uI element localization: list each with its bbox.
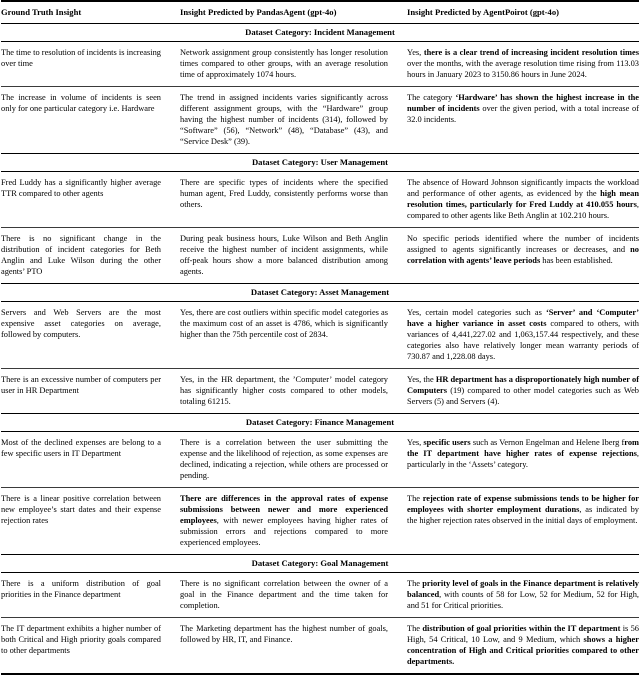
- insight-text-bold: rejection rate of expense submissions tends to be higher for employees with shorter employment durations: [407, 494, 639, 514]
- category-band: Dataset Category: User Management: [1, 153, 639, 172]
- table-row: [1, 86, 639, 153]
- insight-text: Yes, there are cost outliers within specific model categories as the maximum cost of an asset is 4786, which is significantly higher than the 75th percentile cost of 2834.: [180, 308, 388, 339]
- insight-text: Fred Luddy has a significantly higher average TTR compared to other agents: [1, 178, 161, 198]
- insight-text: The: [407, 624, 423, 633]
- insight-text: The IT department exhibits a higher number of both Critical and High priority goals compared to other departments: [1, 624, 161, 655]
- cell-agent-poirot: [407, 47, 639, 80]
- cell-agent-poirot: [407, 307, 639, 362]
- insight-text: The increase in volume of incidents is seen only for one particular category i.e. Hardware: [1, 93, 161, 113]
- insight-text: The: [407, 579, 423, 588]
- table-row: [1, 227, 639, 283]
- insight-text: The: [407, 494, 423, 503]
- cell-ground-truth: [1, 493, 161, 548]
- table-row: [1, 487, 639, 554]
- cell-ground-truth: [1, 177, 161, 221]
- cell-pandas-agent: [180, 493, 388, 548]
- table-row: [1, 42, 639, 86]
- insight-text: compared to others, with variances of 4,441,227.02 and 1,063,157.44 respectively, and these categories also have relatively longer mean warranty periods of 730.87 and 1,228.08 days.: [407, 319, 639, 361]
- insight-text: has been established.: [540, 256, 613, 265]
- insight-text: over the months, with the average resolution time rising from 113.03 hours in January 2023 to 3150.86 hours in June 2024.: [407, 59, 639, 79]
- table-row: [1, 617, 639, 673]
- cell-pandas-agent: [180, 437, 388, 481]
- insight-text-bold: priority level of goals in the Finance department is relatively balanced: [407, 579, 639, 599]
- cell-agent-poirot: [407, 92, 639, 147]
- insight-text: Yes,: [407, 438, 424, 447]
- insight-text: Yes,: [407, 48, 424, 57]
- column-header-ground-truth: Ground Truth Insight: [1, 7, 82, 17]
- insight-text: There is a correlation between the user submitting the expense and the likelihood of rejection, as some expenses are declined, indicating a rejection, while others are processed or pending.: [180, 438, 388, 480]
- insight-text: is 56 High, 54 Critical, 10 Low, and 9 Medium, which: [407, 624, 639, 644]
- insight-text: Yes, the: [407, 375, 436, 384]
- table-row: [1, 573, 639, 617]
- insight-text: The trend in assigned incidents varies significantly across different assignment groups, with the “Hardware” group having the highest number of incidents (314), followed by “Software” (56), “Network” (48), “Database” (43), and “Service Desk” (39).: [180, 93, 388, 146]
- insight-text: such as Vernon Engelman and Helene Iberg f: [470, 438, 625, 447]
- cell-agent-poirot: [407, 233, 639, 277]
- column-header-agentpoirot: Insight Predicted by AgentPoirot (gpt-4o): [407, 7, 559, 17]
- insight-text: Servers and Web Servers are the most expensive asset categories on average, followed by computers.: [1, 308, 161, 339]
- cell-ground-truth: [1, 307, 161, 362]
- table-row: [1, 302, 639, 368]
- insight-text: There is a linear positive correlation between new employee’s start dates and their expense rejection rates: [1, 494, 161, 525]
- cell-pandas-agent: [180, 578, 388, 611]
- cell-pandas-agent: [180, 92, 388, 147]
- cell-agent-poirot: [407, 578, 639, 611]
- insight-text: Most of the declined expenses are belong to a few specific users in IT Department: [1, 438, 161, 458]
- insight-text: , with counts of 58 for Low, 52 for Medium, 52 for High, and 51 for Critical priorities.: [407, 590, 639, 610]
- cell-pandas-agent: [180, 177, 388, 221]
- category-band: Dataset Category: Finance Management: [1, 413, 639, 432]
- cell-pandas-agent: [180, 47, 388, 80]
- insight-text: The time to resolution of incidents is increasing over time: [1, 48, 161, 68]
- insight-text-bold: HR department has a disproportionately high number of Computers: [407, 375, 639, 395]
- insight-text-bold: There are differences in the approval rates of expense submissions between newer and more experienced employees: [180, 494, 388, 525]
- cell-ground-truth: [1, 374, 161, 407]
- cell-ground-truth: [1, 233, 161, 277]
- insight-text: Yes, in the HR department, the ’Computer’ model category has significantly higher costs compared to other models, totaling 61215.: [180, 375, 388, 406]
- insight-text-bold: rom the IT department have higher rates of expense rejections: [407, 438, 639, 458]
- cell-pandas-agent: [180, 623, 388, 667]
- table-row: [1, 368, 639, 413]
- cell-pandas-agent: [180, 307, 388, 362]
- cell-agent-poirot: [407, 437, 639, 481]
- insight-text: The category: [407, 93, 456, 102]
- cell-agent-poirot: [407, 177, 639, 221]
- cell-agent-poirot: [407, 374, 639, 407]
- insight-text: There is no significant correlation between the owner of a goal in the Finance department and the time taken for completion.: [180, 579, 388, 610]
- cell-ground-truth: [1, 578, 161, 611]
- insight-text-bold: there is a clear trend of increasing incident resolution times: [423, 48, 640, 57]
- insight-text: (19) compared to other model categories such as Web Servers (5) and Servers (4).: [407, 386, 639, 406]
- insight-text-bold: ‘Hardware’ has shown the highest increase in the number of incidents: [407, 93, 639, 113]
- insight-text: There is an excessive number of computers per user in HR Department: [1, 375, 161, 395]
- insight-text: There are specific types of incidents where the specified human agent, Fred Luddy, consistently performs worse than others.: [180, 178, 388, 209]
- cell-ground-truth: [1, 437, 161, 481]
- insight-text: , as indicated by the higher rejection rates observed in the initial days of employment.: [407, 505, 639, 525]
- table-row: [1, 172, 639, 227]
- table-header-row: [1, 2, 639, 24]
- insight-text: , with newer employees having higher rates of submission errors and rejections compared to more experienced employees.: [180, 516, 388, 547]
- insight-text-bold: shows a higher concentration of High and Critical priorities compared to other departments.: [407, 635, 639, 666]
- category-band: Dataset Category: Goal Management: [1, 554, 639, 573]
- insight-text-bold: specific users: [423, 438, 471, 447]
- cell-pandas-agent: [180, 374, 388, 407]
- insight-text-bold: no correlation with agents’ leave periods: [407, 245, 639, 265]
- insight-text: No specific periods identified where the number of incidents assigned to agents significantly increases or decreases, and: [407, 234, 639, 254]
- cell-agent-poirot: [407, 493, 639, 548]
- table-body: [1, 24, 639, 673]
- insight-text: over the given period, with a total increase of 32.0 incidents.: [407, 104, 639, 124]
- insight-text: Network assignment group consistently has longer resolution times compared to other groups, with an average resolution time of approximately 1074 hours.: [180, 48, 388, 79]
- cell-pandas-agent: [180, 233, 388, 277]
- insight-text: There is a uniform distribution of goal priorities in the Finance department: [1, 579, 161, 599]
- column-header-pandasagent: Insight Predicted by PandasAgent (gpt-4o): [180, 7, 337, 17]
- category-band: Dataset Category: Incident Management: [1, 24, 639, 42]
- insight-text: There is no significant change in the distribution of incident categories for Beth Anglin and Luke Wilson during the other agents’ PTO: [1, 234, 161, 276]
- table-row: [1, 432, 639, 487]
- category-band: Dataset Category: Asset Management: [1, 283, 639, 302]
- insight-text: The Marketing department has the highest number of goals, followed by HR, IT, and Finance.: [180, 624, 388, 644]
- insight-text-bold: distribution of goal priorities within the IT department: [422, 624, 621, 633]
- cell-ground-truth: [1, 92, 161, 147]
- insight-text: During peak business hours, Luke Wilson and Beth Anglin receive the highest number of incident assignments, while off-peak hours show a more balanced distribution among agents.: [180, 234, 388, 276]
- insight-text: , particularly in the ‘Assets’ category.: [407, 449, 639, 469]
- insight-text: , compared to other agents like Beth Anglin at 102.210 hours.: [407, 200, 639, 220]
- insight-text: The absence of Howard Johnson significantly impacts the workload and performance of other agents, as evidenced by the: [407, 178, 639, 198]
- insight-text: Yes, certain model categories such as: [407, 308, 546, 317]
- insight-text-bold: ‘Server’ and ‘Computer’ have a higher variance in asset costs: [407, 308, 639, 328]
- results-table: [1, 0, 639, 675]
- cell-ground-truth: [1, 47, 161, 80]
- cell-ground-truth: [1, 623, 161, 667]
- cell-agent-poirot: [407, 623, 639, 667]
- insight-text-bold: high mean resolution times, particularly for Fred Luddy at 410.055 hours: [407, 189, 639, 209]
